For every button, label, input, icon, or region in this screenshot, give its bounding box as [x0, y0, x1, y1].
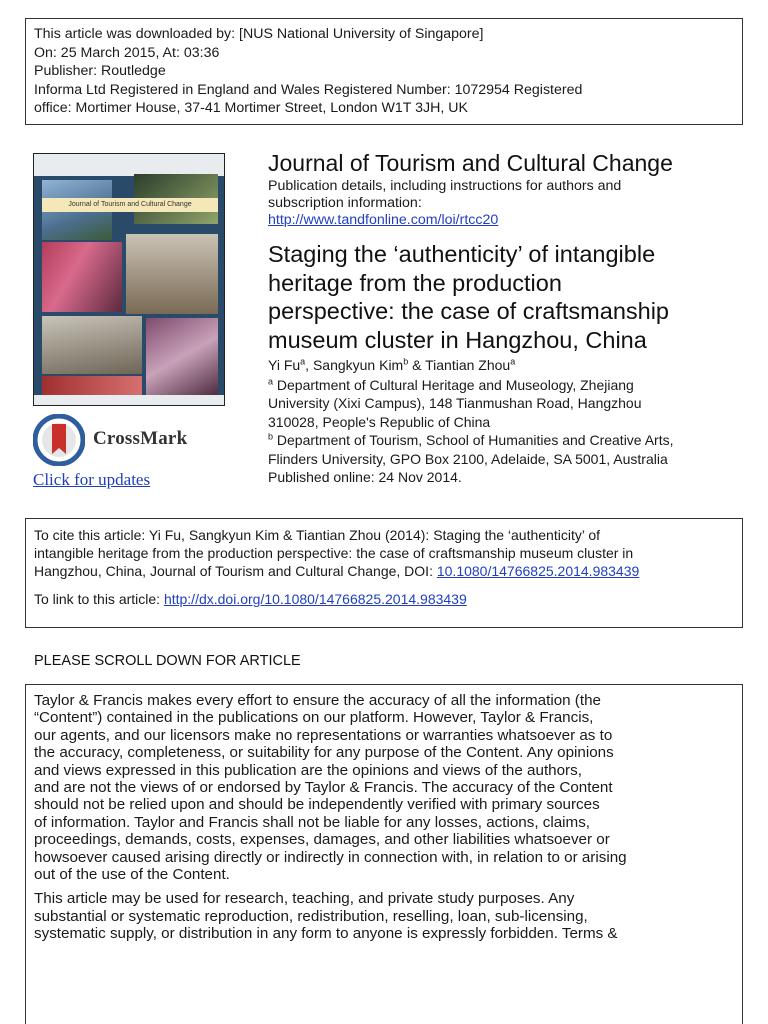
- disclaimer-line: proceedings, demands, costs, expenses, damages, and other liabilities whatsoever or: [34, 831, 610, 849]
- publication-details-line: Publication details, including instructions for authors and: [268, 178, 622, 194]
- article-title-line: Staging the ‘authenticity’ of intangible: [268, 241, 656, 267]
- citation-box: [25, 518, 743, 628]
- download-info-line: This article was downloaded by: [NUS National University of Singapore]: [34, 26, 484, 42]
- citation-line: intangible heritage from the production perspective: the case of craftsmanship museum cluster in: [34, 545, 634, 561]
- author-separator: &: [408, 357, 426, 373]
- click-for-updates-link[interactable]: Click for updates: [33, 470, 151, 489]
- disclaimer-line: should not be relied upon and should be independently verified with primary sources: [34, 796, 600, 814]
- journal-cover-image: [33, 153, 225, 406]
- published-date: Published online: 24 Nov 2014.: [268, 469, 462, 486]
- author-name: Tiantian Zhou: [425, 357, 511, 373]
- disclaimer-line: Taylor & Francis makes every effort to ensure the accuracy of all the information (the: [34, 692, 601, 709]
- disclaimer-line: systematic supply, or distribution in any form to anyone is expressly forbidden. Terms &: [34, 925, 618, 943]
- journal-title: Journal of Tourism and Cultural Change: [268, 150, 673, 176]
- author-list: [268, 356, 515, 374]
- author-affiliation-mark: b: [403, 356, 409, 367]
- cover-photo: [126, 234, 218, 314]
- disclaimer-line: of information. Taylor and Francis shall not be liable for any losses, actions, claims,: [34, 813, 591, 831]
- affiliation-mark: b: [268, 431, 274, 442]
- disclaimer-line: “Content”) contained in the publications on our platform. However, Taylor & Francis,: [34, 709, 594, 727]
- disclaimer-line: substantial or systematic reproduction, redistribution, reselling, loan, sub-licensing,: [34, 907, 588, 925]
- disclaimer-line: and are not the views of or endorsed by Taylor & Francis. The accuracy of the Content: [34, 779, 613, 797]
- cover-header-band: [34, 154, 224, 176]
- disclaimer-line: and views expressed in this publication are the opinions and views of the authors,: [34, 761, 582, 779]
- disclaimer-paragraph: [34, 890, 742, 942]
- publication-details-line: subscription information:: [268, 195, 422, 211]
- article-url-link[interactable]: http://dx.doi.org/10.1080/14766825.2014.983439: [163, 591, 467, 607]
- cover-footer-band: [34, 395, 224, 405]
- cover-photo: [42, 242, 122, 312]
- disclaimer-box: [25, 684, 743, 1024]
- author-name: Yi Fu: [268, 357, 301, 373]
- disclaimer-line: the accuracy, completeness, or suitability for any purpose of the Content. Any opinions: [34, 744, 614, 762]
- affiliation-line: University (Xixi Campus), 148 Tianmushan Road, Hangzhou: [268, 395, 642, 412]
- affiliation-mark: a: [268, 376, 274, 387]
- disclaimer-line: our agents, and our licensors make no representations or warranties whatsoever as to: [34, 726, 613, 744]
- journal-url-link[interactable]: http://www.tandfonline.com/loi/rtcc20: [268, 212, 499, 228]
- download-info-line: office: Mortimer House, 37-41 Mortimer Street, London W1T 3JH, UK: [34, 100, 468, 116]
- download-info-line: On: 25 March 2015, At: 03:36: [34, 44, 220, 61]
- article-link-line: [34, 590, 742, 608]
- publication-details: [268, 178, 621, 229]
- article-title-line: museum cluster in Hangzhou, China: [268, 326, 647, 353]
- author-name: Sangkyun Kim: [312, 357, 404, 373]
- scroll-down-notice: PLEASE SCROLL DOWN FOR ARTICLE: [34, 653, 301, 669]
- disclaimer-paragraph: [34, 692, 742, 883]
- citation-line: To cite this article: Yi Fu, Sangkyun Kim & Tiantian Zhou (2014): Staging the ‘authenticity’ of: [34, 527, 601, 543]
- author-separator: ,: [305, 357, 313, 373]
- affiliation-line: $^a$ Department of Cultural Heritage and Museology, Zhejiang: [268, 376, 634, 393]
- article-title-line: perspective: the case of craftsmanship: [268, 298, 670, 324]
- affiliation-line: 310028, People's Republic of China: [268, 413, 491, 430]
- author-affiliation-mark: a: [510, 356, 516, 367]
- disclaimer-line: out of the use of the Content.: [34, 866, 230, 884]
- affiliations: [268, 376, 674, 486]
- cover-photo: [146, 318, 218, 396]
- article-title: [268, 240, 669, 354]
- cover-title: Journal of Tourism and Cultural Change: [42, 198, 218, 212]
- download-info-box: [25, 18, 743, 125]
- crossmark-label: CrossMark: [93, 428, 188, 449]
- author-affiliation-mark: a: [300, 356, 306, 367]
- article-title-line: heritage from the production: [268, 269, 562, 296]
- article-link-label: To link to this article:: [34, 591, 164, 607]
- doi-link[interactable]: 10.1080/14766825.2014.983439: [436, 563, 640, 579]
- disclaimer-line: This article may be used for research, teaching, and private study purposes. Any: [34, 890, 575, 908]
- affiliation-line: Flinders University, GPO Box 2100, Adelaide, SA 5001, Australia: [268, 450, 668, 467]
- citation-line: Hangzhou, China, Journal of Tourism and Cultural Change, DOI: 10.1080/14766825.2014.983439: [34, 563, 640, 579]
- crossmark-icon: [33, 414, 85, 466]
- cover-photo: [42, 316, 142, 374]
- disclaimer-line: howsoever caused arising directly or indirectly in connection with, in relation to or arising: [34, 848, 627, 866]
- download-info-line: Informa Ltd Registered in England and Wales Registered Number: 1072954 Registered: [34, 81, 583, 98]
- download-info-line: Publisher: Routledge: [34, 63, 166, 79]
- crossmark-badge[interactable]: [33, 414, 203, 466]
- affiliation-line: $^b$ Department of Tourism, School of Humanities and Creative Arts,: [268, 431, 674, 449]
